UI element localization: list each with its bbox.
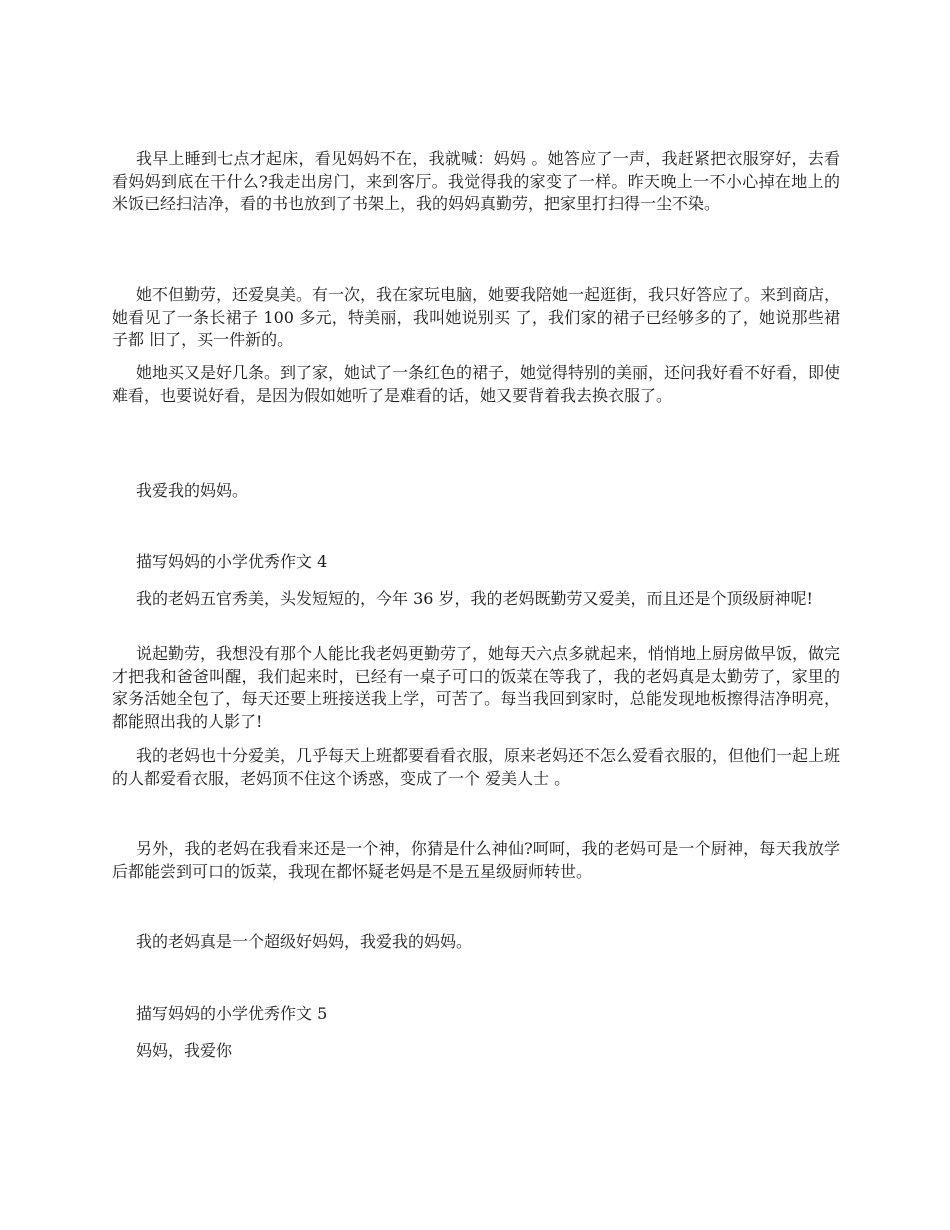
paragraph-5: 我的老妈五官秀美，头发短短的，今年 36 岁，我的老妈既勤劳又爱美，而且还是个顶级厨神呢!	[136, 589, 813, 608]
paragraph-1: 我早上睡到七点才起床，看见妈妈不在，我就喊：妈妈 。她答应了一声，我赶紧把衣服穿好，去看看妈妈到底在干什么?我走出房门，来到客厅。我觉得我的家变了一样。昨天晚上一不小心掉在地上的米饭已经扫洁净，看的书也放到了书架上，我的妈妈真勤劳，把家里打扫得一尘不染。	[112, 149, 840, 213]
paragraph-2: 她不但勤劳，还爱臭美。有一次，我在家玩电脑，她要我陪她一起逛街，我只好答应了。来到商店，她看见了一条长裙子 100 多元，特美丽，我叫她说别买 了，我们家的裙子已经够多的了，她说那些裙子都 旧了，买一件新的。	[112, 285, 841, 349]
paragraph-10: 妈妈，我爱你	[136, 1041, 233, 1060]
paragraph-3: 她地买又是好几条。到了家，她试了一条红色的裙子，她觉得特别的美丽，还问我好看不好看，即使难看，也要说好看，是因为假如她听了是难看的话，她又要背着我去换衣服了。	[112, 363, 841, 405]
paragraph-7: 我的老妈也十分爱美，几乎每天上班都要看看衣服，原来老妈还不怎么爱看衣服的，但他们一起上班的人都爱看衣服，老妈顶不住这个诱惑，变成了一个 爱美人士 。	[112, 746, 841, 788]
paragraph-8: 另外，我的老妈在我看来还是一个神，你猜是什么神仙?呵呵，我的老妈可是一个厨神，每天我放学后都能尝到可口的饭菜，我现在都怀疑老妈是不是五星级厨师转世。	[112, 839, 840, 881]
section-heading-5: 描写妈妈的小学优秀作文 5	[136, 1004, 328, 1023]
section-heading-4: 描写妈妈的小学优秀作文 4	[136, 552, 328, 571]
paragraph-9: 我的老妈真是一个超级好妈妈，我爱我的妈妈。	[136, 932, 473, 951]
paragraph-6: 说起勤劳，我想没有那个人能比我老妈更勤劳了，她每天六点多就起来，悄悄地上厨房做早饭，做完才把我和爸爸叫醒，我们起来时，已经有一桌子可口的饭菜在等我了，我的老妈真是太勤劳了，家里的家务活她全包了，每天还要上班接送我上学，可苦了。每当我回到家时，总能发现地板擦得洁净明亮，都能照出我的人影了!	[112, 644, 841, 731]
paragraph-4: 我爱我的妈妈。	[136, 481, 249, 500]
